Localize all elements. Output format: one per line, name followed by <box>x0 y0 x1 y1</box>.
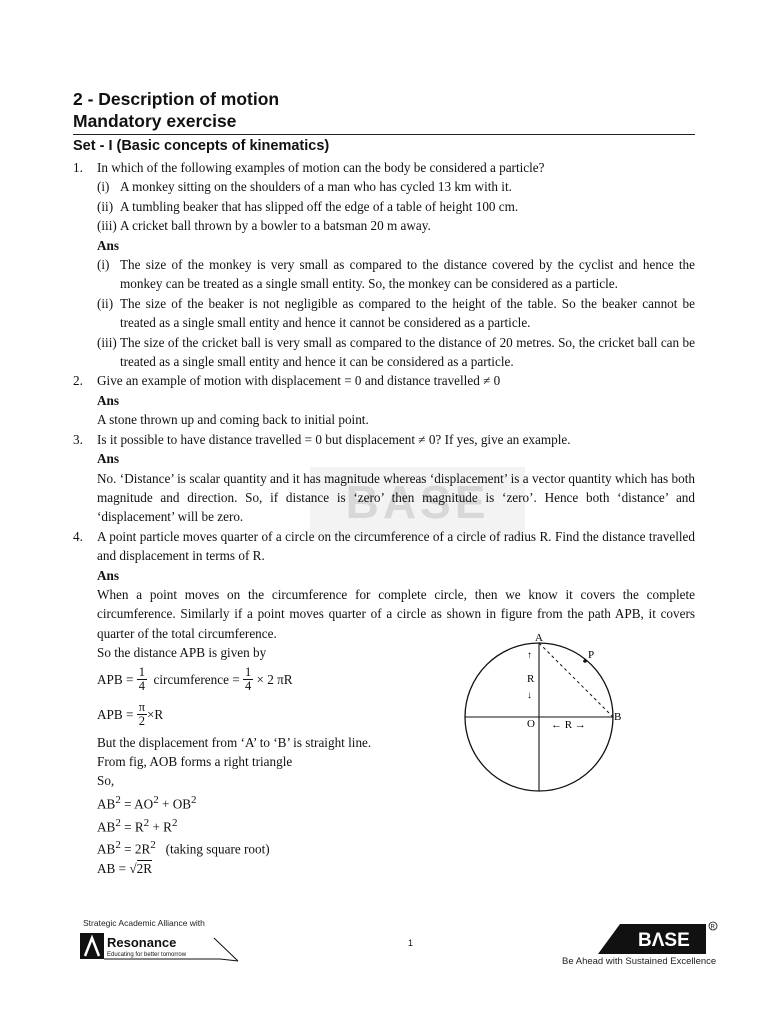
answer-item <box>97 294 695 333</box>
option-text: A tumbling beaker that has slipped off the edge of a table of height 100 cm. <box>120 198 519 214</box>
set-title: Set - I (Basic concepts of kinematics) <box>73 138 330 154</box>
question-text: In which of the following examples of motion can the body be considered a particle? <box>97 160 545 175</box>
superscript: 2 <box>171 816 178 829</box>
point-p <box>583 659 587 663</box>
eq1-numerator-2: 1 <box>244 665 252 680</box>
circle-diagram <box>455 628 635 798</box>
figure-line: From fig, AOB forms a right triangle <box>97 753 293 769</box>
answer-item <box>97 333 695 372</box>
label-b: B <box>614 711 622 723</box>
eq1-left: APB = <box>97 671 134 687</box>
answer-intro: When a point moves on the circumference for complete circle, then we know it covers the complete circumference. Similarly if a point moves quarter of a circle as shown in figure from the path APB, it covers quarter of the total circumference. <box>97 586 695 641</box>
step-text: AB <box>97 841 116 857</box>
question-number: 3. <box>73 431 83 447</box>
question-text: A point particle moves quarter of a circle on the circumference of a circle of radius R. Find the distance travelled and displacement in terms of R. <box>97 528 695 564</box>
answer-label: Ans <box>97 237 119 253</box>
distance-line: So the distance APB is given by <box>97 645 267 661</box>
answer-label: Ans <box>97 392 119 408</box>
step-text: AB = <box>97 861 130 877</box>
label-r-horizontal: ← R → <box>551 719 586 731</box>
answer-label: Ans <box>97 451 119 467</box>
option-text: A monkey sitting on the shoulders of a man who has cycled 13 km with it. <box>120 179 512 195</box>
question-number: 4. <box>73 528 83 544</box>
step-text: AB <box>97 818 116 834</box>
so-line: So, <box>97 773 115 789</box>
chord-ab <box>539 643 613 717</box>
title-divider <box>73 134 695 135</box>
question-1 <box>73 158 695 177</box>
question-text: Is it possible to have distance travelled = 0 but displacement ≠ 0? If yes, give an example. <box>97 431 571 447</box>
base-logo <box>598 918 720 954</box>
superscript: 2 <box>115 816 121 829</box>
eq1-denominator-2: 4 <box>244 679 252 694</box>
superscript: 2 <box>153 793 159 806</box>
option-label: (iii) <box>97 218 117 234</box>
option-item <box>97 216 695 235</box>
step-text: + R <box>149 818 172 834</box>
sqrt-content: 2R <box>136 861 152 877</box>
alliance-text: Strategic Academic Alliance with <box>83 918 205 928</box>
question-text: Give an example of motion with displacement = 0 and distance travelled ≠ 0 <box>97 373 501 389</box>
eq1-mid: circumference = <box>153 671 240 687</box>
answer-item <box>97 255 695 294</box>
step-text: = AO <box>120 796 154 812</box>
label-a: A <box>535 632 543 644</box>
answer-text: A stone thrown up and coming back to initial point. <box>97 412 369 428</box>
resonance-tagline: Educating for better tomorrow <box>107 952 187 958</box>
superscript: 2 <box>115 793 121 806</box>
question-number: 2. <box>73 373 83 389</box>
option-item <box>97 177 695 196</box>
page-number: 1 <box>408 938 414 948</box>
option-label: (ii) <box>97 198 114 214</box>
label-p: P <box>588 649 595 661</box>
step-4 <box>97 859 695 878</box>
step-text: = 2R <box>120 841 151 857</box>
option-text: A cricket ball thrown by a bowler to a batsman 20 m away. <box>120 218 431 234</box>
arrow-down-icon: ↓ <box>527 690 532 701</box>
answer-item-label: (ii) <box>97 295 114 311</box>
sqrt-sign: √ <box>129 861 137 877</box>
eq2-left: APB = <box>97 706 134 722</box>
eq1-fraction-2 <box>243 666 253 693</box>
answer-text: No. ‘Distance’ is scalar quantity and it has magnitude whereas ‘displacement’ is a vector quantity which has both magnitude and direction. So, if distance is ‘zero’ then magnitude is ‘zero’. Hence both ‘distance’ and ‘displacement’ will be zero. <box>97 470 695 525</box>
answer-item-text: The size of the cricket ball is very small as compared to the distance of 20 metres. So, the cricket ball can be treated as a single small entity and hence it can be considered as a particle. <box>120 334 695 370</box>
answer-item-text: The size of the beaker is not negligible as compared to the height of the table. So the beaker cannot be treated as a single small entity and hence it cannot be considered as a particle. <box>120 295 695 331</box>
step-text: + OB <box>158 796 192 812</box>
superscript: 2 <box>150 839 156 852</box>
eq2-denominator: 2 <box>138 714 145 729</box>
label-r-vertical: R <box>527 673 535 685</box>
base-watermark: BASE <box>310 467 525 537</box>
step-2 <box>97 814 695 837</box>
eq1-right: × 2 πR <box>256 671 293 687</box>
eq2-fraction <box>137 701 147 728</box>
chapter-title: 2 - Description of motion <box>73 89 280 109</box>
eq1-fraction <box>137 666 147 693</box>
step-text: AB <box>97 796 116 812</box>
superscript: 2 <box>191 793 197 806</box>
superscript: 2 <box>143 816 150 829</box>
base-tagline: Be Ahead with Sustained Excellence <box>562 956 717 967</box>
question-2 <box>73 371 695 390</box>
eq1-numerator: 1 <box>138 665 145 680</box>
step-text: = R <box>120 818 144 834</box>
exercise-title: Mandatory exercise <box>73 111 237 131</box>
option-label: (i) <box>97 179 110 195</box>
arrow-up-icon: ↑ <box>527 650 532 661</box>
answer-item-text: The size of the monkey is very small as compared to the distance covered by the cyclist and hence the monkey can be treated as a single small entity. So, the monkey can be considered as a particle. <box>120 257 695 292</box>
base-logo-text: BΛSE <box>638 930 690 951</box>
answer-item-label: (iii) <box>97 334 117 350</box>
question-number: 1. <box>73 160 83 175</box>
eq2-numerator: π <box>138 700 145 715</box>
answer-label: Ans <box>97 567 119 583</box>
step-3 <box>97 836 695 859</box>
resonance-name: Resonance <box>107 935 177 950</box>
resonance-logo <box>80 932 240 962</box>
superscript: 2 <box>115 839 121 852</box>
eq1-denominator: 4 <box>138 679 145 694</box>
question-3 <box>73 430 695 449</box>
answer-item-label: (i) <box>97 257 110 273</box>
displacement-line: But the displacement from ‘A’ to ‘B’ is straight line. <box>97 734 372 750</box>
step-text: (taking square root) <box>155 841 270 857</box>
eq2-right: ×R <box>147 706 164 722</box>
registered-icon: R <box>710 924 715 931</box>
label-o: O <box>527 718 535 730</box>
question-4 <box>73 527 695 566</box>
option-item <box>97 197 695 216</box>
